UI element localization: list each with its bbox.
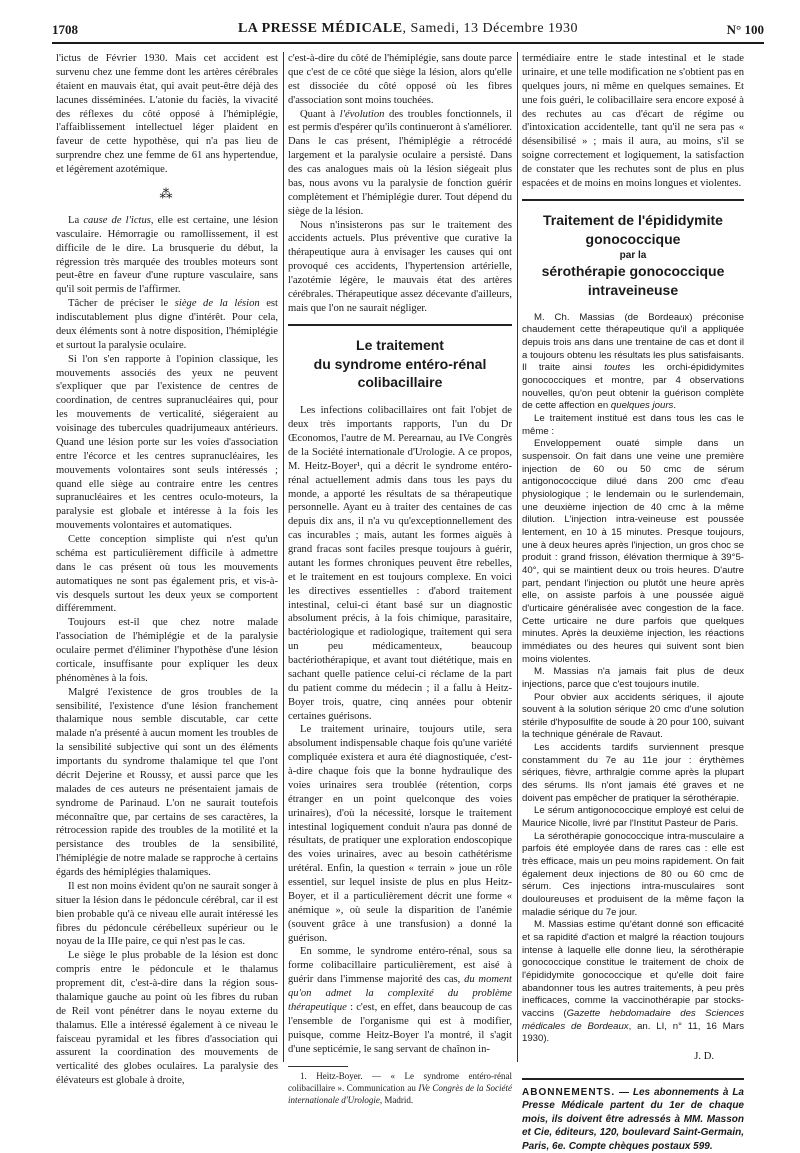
- paragraph: Le siège le plus probable de la lésion est donc compris entre le pédoncule et le thalamus proprement dit, c'est-à-dire dans la région sous-thalamique gauche au point où les fibres du ruban de Reil vont pénétrer dans le noyau externe du thalamus. Elle a intéressé également à ce niveau le faisceau pyramidal et les fibres d'association qui assurent la coordination des mouvements de verticalité des globes oculaires. La paralysie des élévateurs est globale à droite,: [56, 950, 278, 1087]
- paragraph: Cette conception simpliste qui n'est qu'un schéma est particulièrement difficile à admettre dans le cas présent où tous les mouvements automatiques ne sont pas également pris, et vis-à-vis desquels surtout les deux yeux se comportent différemment.: [56, 534, 278, 615]
- paragraph: Les infections colibacillaires ont fait l'objet de deux très importants rapports, l'un du Dr Œconomos, l'autre de M. Perearnau, au IVe Congrès de la Société internationale d'Urologie. A ce propos, M. Heitz-Boyer¹, qui a décrit le syndrome entéro-rénal actuellement admis dans tous les pays du monde, a apporté les résultats de sa thérapeutique personnelle. Ayant eu à traiter des centaines de cas depuis dix ans, il n'a vu qu'exceptionnellement des cas incurables ; mais, autant les formes aiguës à grand fracas sont faciles presque toujours à guérir, autant les formes chroniques peuvent être rebelles, et le traitement en est toujours complexe. En voici les directives essentielles : d'abord traitement intestinal, celui-ci étant basé sur un diagnostic absolument précis, à la fois chimique, parasitaire, bactériologique et radiologique, traitement qui sera un peu médicamenteux, beaucoup bactériothérapique, et avant tout diététique, mais en sachant quelle patience celui-ci réclame de la part du patient comme du médecin ; il a fallu à Heitz-Boyer trois, quatre, cinq années pour obtenir certaines guérisons.: [288, 405, 512, 722]
- paragraph: Il est non moins évident qu'on ne saurait songer à situer la lésion dans le pédoncule cérébral, car il est bien probable qu'à ce niveau elle aurait intéressé les fibres du pédoncule cérébelleux supérieur ou le noyau de la IIIe paire, ce qui n'est pas le cas.: [56, 880, 278, 948]
- column-3: [522, 52, 745, 1152]
- issue-number: N° 100: [726, 22, 764, 37]
- paragraph: M. Massias estime qu'étant donné son efficacité et sa rapidité d'action et malgré la réaction toujours intense à laquelle elle donne lieu, la sérothérapie gonococcique constitue le traitement de choix de l'épididymite gonococcique et qu'elle doit faire abandonner tous les autres traitements, à peu près inefficaces, comme la vaccinothérapie par stocks-vaccins (Gazette hebdomadaire des Sciences médicales de Bordeaux, an. LI, n° 11, 16 Mars 1930).: [522, 919, 745, 1045]
- paragraph: La sérothérapie gonococcique intra-musculaire a parfois été employée dans de rares cas : elle est très efficace, mais un peu moins rapidement. On fait également deux injections de 80 ou 60 cmc de sérum. Ces injections intra-musculaires sont douloureuses et produisent de la même façon la maladie sérique du 7e jour.: [522, 830, 744, 918]
- paragraph: En somme, le syndrome entéro-rénal, sous sa forme colibacillaire particulièrement, est aisé à guérir dans l'immense majorité des cas, du moment qu'on admet la complexité du problème thérapeutique : c'est, en effet, dans beaucoup de cas l'ensemble de l'organisme qui est à modifier, puisque, comme Heitz-Boyer l'a montré, il s'agit d'une septicémie, le sang servant de chaînon in-: [288, 946, 512, 1055]
- footnote-separator: [288, 1066, 348, 1067]
- paragraph: M. Massias n'a jamais fait plus de deux injections, parce que c'est toujours inutile.: [522, 666, 744, 690]
- article-signature: J. D.: [694, 1050, 714, 1062]
- paragraph: Malgré l'existence de gros troubles de la sensibilité, l'existence d'une lésion franchement thalamique nous semble discutable, car cette malade n'a présenté à aucun moment les troubles de la sensibilité subjective qui sont un des éléments importants du syndrome thalamique tel que l'ont décrit Dejerine et Roussy, et aussi parce que les malades de ces auteurs ne présentaient jamais de syndrome de Parinaud. L'on ne saurait toutefois méconnaître que, par certains de ses caractères, la rétrocession rapide des troubles de la motilité et la persistance des troubles de la sensibilité, l'hémiplégie de notre malade se rapproche à certains égards des hémiplégies thalamiques.: [56, 686, 278, 879]
- paragraph: Pour obvier aux accidents sériques, il ajoute souvent à la solution sérique 20 cmc d'une solution stérile d'hyposulfite de soude à 20 pour 100, suivant la technique générale de Ravaut.: [522, 691, 744, 741]
- article-title-colibacillaire: Le traitement du syndrome entéro-rénal colibacillaire: [313, 336, 487, 391]
- column-rule-right: [517, 52, 518, 1062]
- issue-date: , Samedi, 13 Décembre 1930: [402, 21, 579, 36]
- paragraph: Le traitement urinaire, toujours utile, sera absolument indispensable chaque fois qu'une variété compliquée existera et aura été diagnostiquée, c'est-à-dire chaque fois que la bonne hydraulique des voies urinaires sera troublée (rétention, corps étranger en un point quelconque des voies urinaires), d'où la nécessité, lorsque le traitement intestinal logiquement conduit n'aura pas donné de résultats, de pratiquer une exploration endoscopique des voies urinaires, avec au besoin cathétérisme urétéral. Enfin, la question « terrain » joue un rôle essentiel, sur lequel insiste de plus en plus Heitz-Boyer, et il a particulièrement décrit une forme « anémique », où seule la disparition de l'anémie (souvent grâce à une transfusion) a donné la guérison.: [288, 724, 512, 944]
- paragraph: Si l'on s'en rapporte à l'opinion classique, les mouvements associés des yeux ne peuvent s'expliquer que par l'existence de centres de coordination, de centres supranucléaires qui, pour les mouvements de verticalité, siégeraient au voisinage des tubercules quadrijumeaux antérieurs. Quand une lésion porte sur les voies d'association entre l'écorce et les centres supranucléaires, les mouvements volontaires sont seuls intéressés ; quand elle siège au contraire entre les centres supranucléaires et les centres oculo-moteurs, la paralysie est globale et intéresse à la fois les mouvements volontaires et automatiques.: [56, 353, 278, 532]
- article-title-epididymite: Traitement de l'épididymite gonococcique par la sérothérapie gonococcique intraveineuse: [541, 211, 725, 298]
- page-header: [52, 20, 764, 44]
- column-1: [56, 52, 279, 1087]
- paragraph: Le sérum antigonococcique employé est celui de Maurice Nicolle, livré par l'Institut Pasteur de Paris.: [522, 805, 744, 830]
- article-divider: [288, 324, 512, 326]
- footnote: 1. Heitz-Boyer. — « Le syndrome entéro-rénal colibacillaire ». Communication au IVe Congrès de la Société internationale d'Urologie, Madrid.: [288, 1071, 512, 1105]
- paragraph: Nous n'insisterons pas sur le traitement des accidents actuels. Plus préventive que curative la thérapeutique aura à envisager les causes qui ont provoqué ces accidents, l'hypertension artérielle, l'azotémie légère, le mauvais état des artères cérébrales. Thérapeutique assez décevante d'ailleurs, mais que l'on ne saurait négliger.: [288, 219, 512, 314]
- journal-title: [52, 21, 764, 37]
- article-divider: [522, 199, 744, 201]
- paragraph: Les accidents tardifs surviennent presque constamment du 7e au 11e jour : érythèmes sériques, fièvre, arthralgie comme après la plupart des sérums. Ils n'ont jamais été graves et ne doivent pas empêcher de pratiquer la sérothérapie.: [522, 742, 744, 804]
- page-number: 1708: [52, 22, 78, 37]
- paragraph: Quant à l'évolution des troubles fonctionnels, il est permis d'espérer qu'ils continueront à s'améliorer. Dans le cas présent, l'hémiplégie a rétrocédé largement et la paralysie oculaire a persisté. Dans des cas analogues mais où la lésion siégeait plus bas, nous avons vu la paralysie de fonction guérir complètement et l'hémiplégie durer. Tout dépend du siège de la lésion.: [288, 108, 512, 217]
- paragraph: M. Ch. Massias (de Bordeaux) préconise chaudement cette thérapeutique qu'il a appliquée depuis trois ans dans une trentaine de cas et dont il a toujours obtenu les résultats les plus satisfaisants. Il traite ainsi toutes les orchi-épididymites gonococciques et montre, par 4 observations nouvelles, qu'on peut obtenir la guérison complète de cette affection en quelques jours.: [522, 311, 744, 412]
- paragraph: termédiaire entre le stade intestinal et le stade urinaire, et une telle modification ne s'obtient pas en quelques jours, ni même en quelques semaines. Et une fois guéri, le colibacillaire sera encore exposé à des rechutes au cas d'écart de régime ou d'intoxication accidentelle, tant qu'il ne sera pas « désensibilisé » ; mais il aura, au moins, s'il se soigne correctement et logiquement, la satisfaction de constater que les rechutes sont de plus en plus espacées et de moins en moins longues et violentes.: [522, 53, 744, 189]
- column-2: [288, 52, 512, 1105]
- paragraph: Le traitement institué est dans tous les cas le même :: [522, 413, 744, 437]
- article-body-epididymite: [522, 312, 744, 1046]
- journal-name: LA PRESSE MÉDICALE: [237, 21, 403, 36]
- paragraph: Toujours est-il que chez notre malade l'association de l'hémiplégie et de la paralysie oculaire permet d'éliminer l'hypothèse d'une lésion corticale, insuffisante pour expliquer les deux phénomènes à la fois.: [56, 617, 278, 684]
- paragraph: Tâcher de préciser le siège de la lésion est indiscutablement plus digne d'intérêt. Pour cela, deux éléments sont à notre disposition, l'hémiplégie et surtout la paralysie oculaire.: [56, 298, 278, 351]
- subscription-notice: ABONNEMENTS. — Les abonnements à La Presse Médicale partent du 1er de chaque mois, ils doivent être adressés à MM. Masson et Cie, éditeurs, 120, boulevard Saint-Germain, Paris, 6e. Compte chèques postaux 599.: [522, 1078, 744, 1153]
- paragraph: c'est-à-dire du côté de l'hémiplégie, sans doute parce que c'est de ce côté que siège la lésion, alors qu'elle est dissociée du côté opposé où les fibres d'association sont moins touchées.: [288, 53, 512, 106]
- paragraph: l'ictus de Février 1930. Mais cet accident est survenu chez une femme dont les artères cérébrales étaient en mauvais état, qui avait peut-être déjà des lacunes disséminées. L'atonie du faciès, la vivacité des réflexes du côté opposé à l'hémiplégie, l'affaiblissement intellectuel léger plaident en faveur de cette hypothèse, qui n'a pas lieu de surprendre chez une femme de 61 ans hypertendue, et légèrement azotémique.: [56, 53, 278, 175]
- column-rule-left: [283, 52, 284, 1062]
- section-separator: ⁂: [159, 185, 175, 201]
- paragraph: Enveloppement ouaté simple dans un suspensoir. On fait dans une veine une première injection de 60 ou 50 cmc de sérum antigonococcique dilué dans 200 cmc d'eau physiologique ; le lendemain ou le surlendemain, une deuxième injection de 40 cmc à la même dilution. L'injection intra-veineuse est poussée lentement, en 10 à 15 minutes. Presque toujours, une à deux heures après l'injection, un gros choc se produit : grand frisson, élévation thermique à 39°5-40°, qui se maintient deux ou trois heures. D'autre part, pendant l'injection ou plutôt une heure après elle, on assiste parfois à une poussée aiguë d'urticaire généralisée avec congestion de la face. Cette urticaire ne dure parfois que quelques minutes. Après la deuxième injection, les réactions immédiates ou des heures qui suivent sont bien moins violentes.: [522, 438, 744, 665]
- paragraph: La cause de l'ictus, elle est certaine, une lésion vasculaire. Hémorragie ou ramollissement, il est difficile de le dire. La brusquerie du début, la régression très marquée des troubles moteurs sont peut-être en faveur d'une rupture vasculaire, sans qu'il soit permis de l'affirmer.: [56, 214, 279, 296]
